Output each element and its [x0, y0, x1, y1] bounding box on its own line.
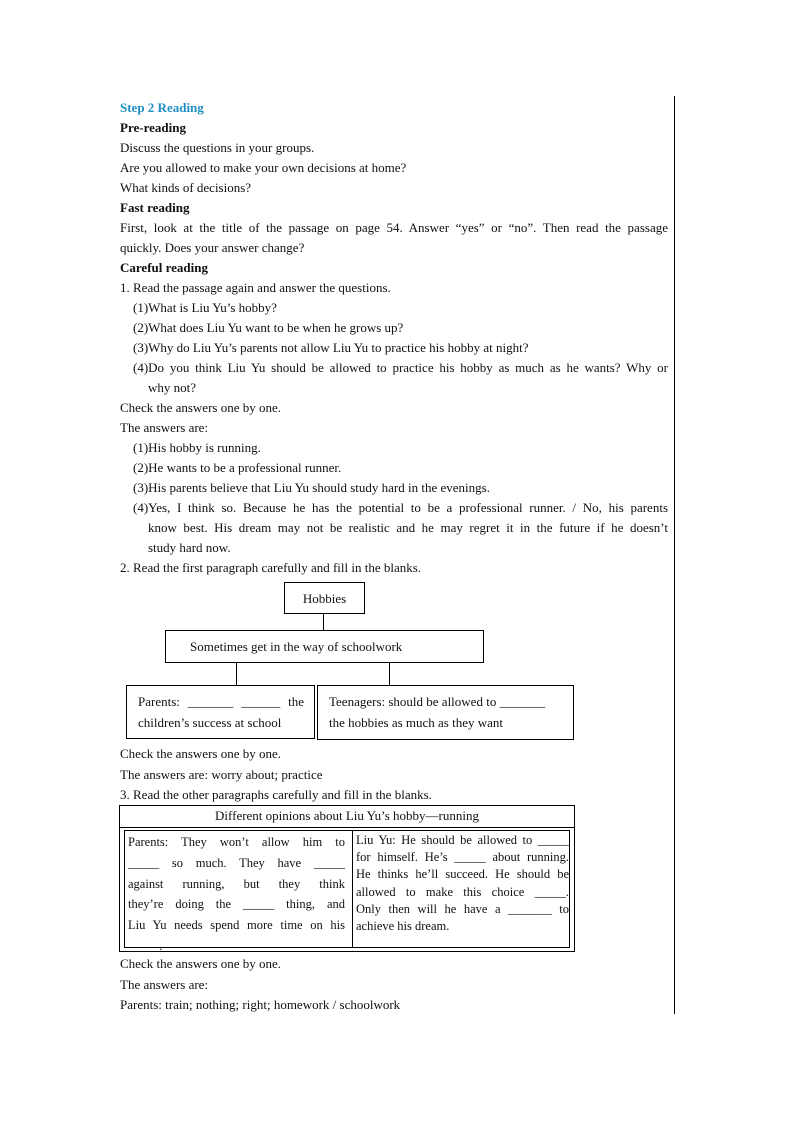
diagram-top-text: Hobbies: [302, 591, 347, 606]
diagram-top-box: [284, 582, 365, 614]
margin-rule: [674, 96, 675, 1014]
check-answers: Check the answers one by one.: [120, 956, 282, 971]
careful-reading-heading: Careful reading: [120, 260, 208, 275]
connector: [389, 663, 390, 685]
diagram-right-line: the hobbies as much as they want: [329, 715, 504, 730]
fast-line: quickly. Does your answer change?: [120, 240, 305, 255]
parents-line: Parents: They won’t allow him to: [128, 835, 345, 849]
fast-reading-heading: Fast reading: [120, 200, 190, 215]
diagram-mid-text: Sometimes get in the way of schoolwork: [190, 639, 403, 654]
check-answers: Check the answers one by one.: [120, 400, 282, 415]
task-1: 1. Read the passage again and answer the questions.: [120, 280, 391, 295]
table-body: [124, 830, 570, 953]
pre-line: What kinds of decisions?: [120, 180, 252, 195]
diagram-left-line: children’s success at school: [138, 715, 282, 730]
liuyu-line: achieve his dream.: [356, 919, 450, 934]
table-header: Different opinions about Liu Yu’s hobby—running: [120, 806, 574, 828]
liuyu-line: Liu Yu: He should be allowed to _____: [356, 833, 569, 847]
answer-cont: know best. His dream may not be realistic and he may regret it in the future if he doesn’t: [148, 520, 668, 535]
task-3: 3. Read the other paragraphs carefully and fill in the blanks.: [120, 787, 432, 802]
question-cont: why not?: [148, 380, 197, 395]
liuyu-line: Only then will he have a _______ to: [356, 901, 569, 916]
parents-line: Liu Yu needs spend more time on his: [128, 918, 345, 933]
connector: [323, 614, 324, 630]
parents-line: against running, but they think: [128, 876, 345, 891]
parents-line: _____.: [128, 938, 163, 953]
fast-line: First, look at the title of the passage on page 54. Answer “yes” or “no”. Then read the passage: [120, 220, 668, 235]
task-2: 2. Read the first paragraph carefully and fill in the blanks.: [120, 560, 422, 575]
question: (4)Do you think Liu Yu should be allowed to practice his hobby as much as he wants? Why or: [133, 360, 668, 375]
parents-line: they’re doing the _____ thing, and: [128, 897, 345, 912]
answer: (1)His hobby is running.: [133, 440, 261, 455]
parents-cell: [128, 832, 345, 957]
check-answers: Check the answers one by one.: [120, 746, 282, 761]
pre-line: Discuss the questions in your groups.: [120, 140, 315, 155]
liuyu-line: He thinks he’ll succeed. He should be: [356, 867, 569, 882]
pre-reading-heading: Pre-reading: [120, 120, 186, 135]
answer: (4)Yes, I think so. Because he has the potential to be a professional runner. / No, his parents: [133, 500, 668, 515]
diagram-mid-box: [165, 630, 484, 663]
answers-line: The answers are: worry about; practice: [120, 767, 323, 782]
diagram-right-box: [317, 685, 574, 740]
column-divider: [352, 831, 353, 947]
question: (3)Why do Liu Yu’s parents not allow Liu Yu to practice his hobby at night?: [133, 340, 529, 355]
liuyu-cell: [356, 832, 569, 935]
opinions-table: [119, 805, 575, 952]
answer-cont: study hard now.: [148, 540, 231, 555]
parents-answers: Parents: train; nothing; right; homework / schoolwork: [120, 997, 401, 1012]
answer: (3)His parents believe that Liu Yu should study hard in the evenings.: [133, 480, 490, 495]
step-title: Step 2 Reading: [120, 100, 204, 115]
connector: [236, 663, 237, 685]
question: (2)What does Liu Yu want to be when he grows up?: [133, 320, 404, 335]
liuyu-line: for himself. He’s _____ about running.: [356, 850, 569, 865]
answer: (2)He wants to be a professional runner.: [133, 460, 342, 475]
pre-line: Are you allowed to make your own decisions at home?: [120, 160, 407, 175]
question: (1)What is Liu Yu’s hobby?: [133, 300, 277, 315]
diagram-right-line: Teenagers: should be allowed to _______: [329, 694, 546, 709]
liuyu-line: allowed to make this choice _____.: [356, 884, 569, 899]
diagram-left-line: Parents: _______ ______ the: [138, 694, 304, 709]
parents-line: _____ so much. They have _____: [128, 855, 345, 870]
answers-label: The answers are:: [120, 420, 209, 435]
answers-label: The answers are:: [120, 977, 209, 992]
diagram-left-box: [126, 685, 315, 739]
